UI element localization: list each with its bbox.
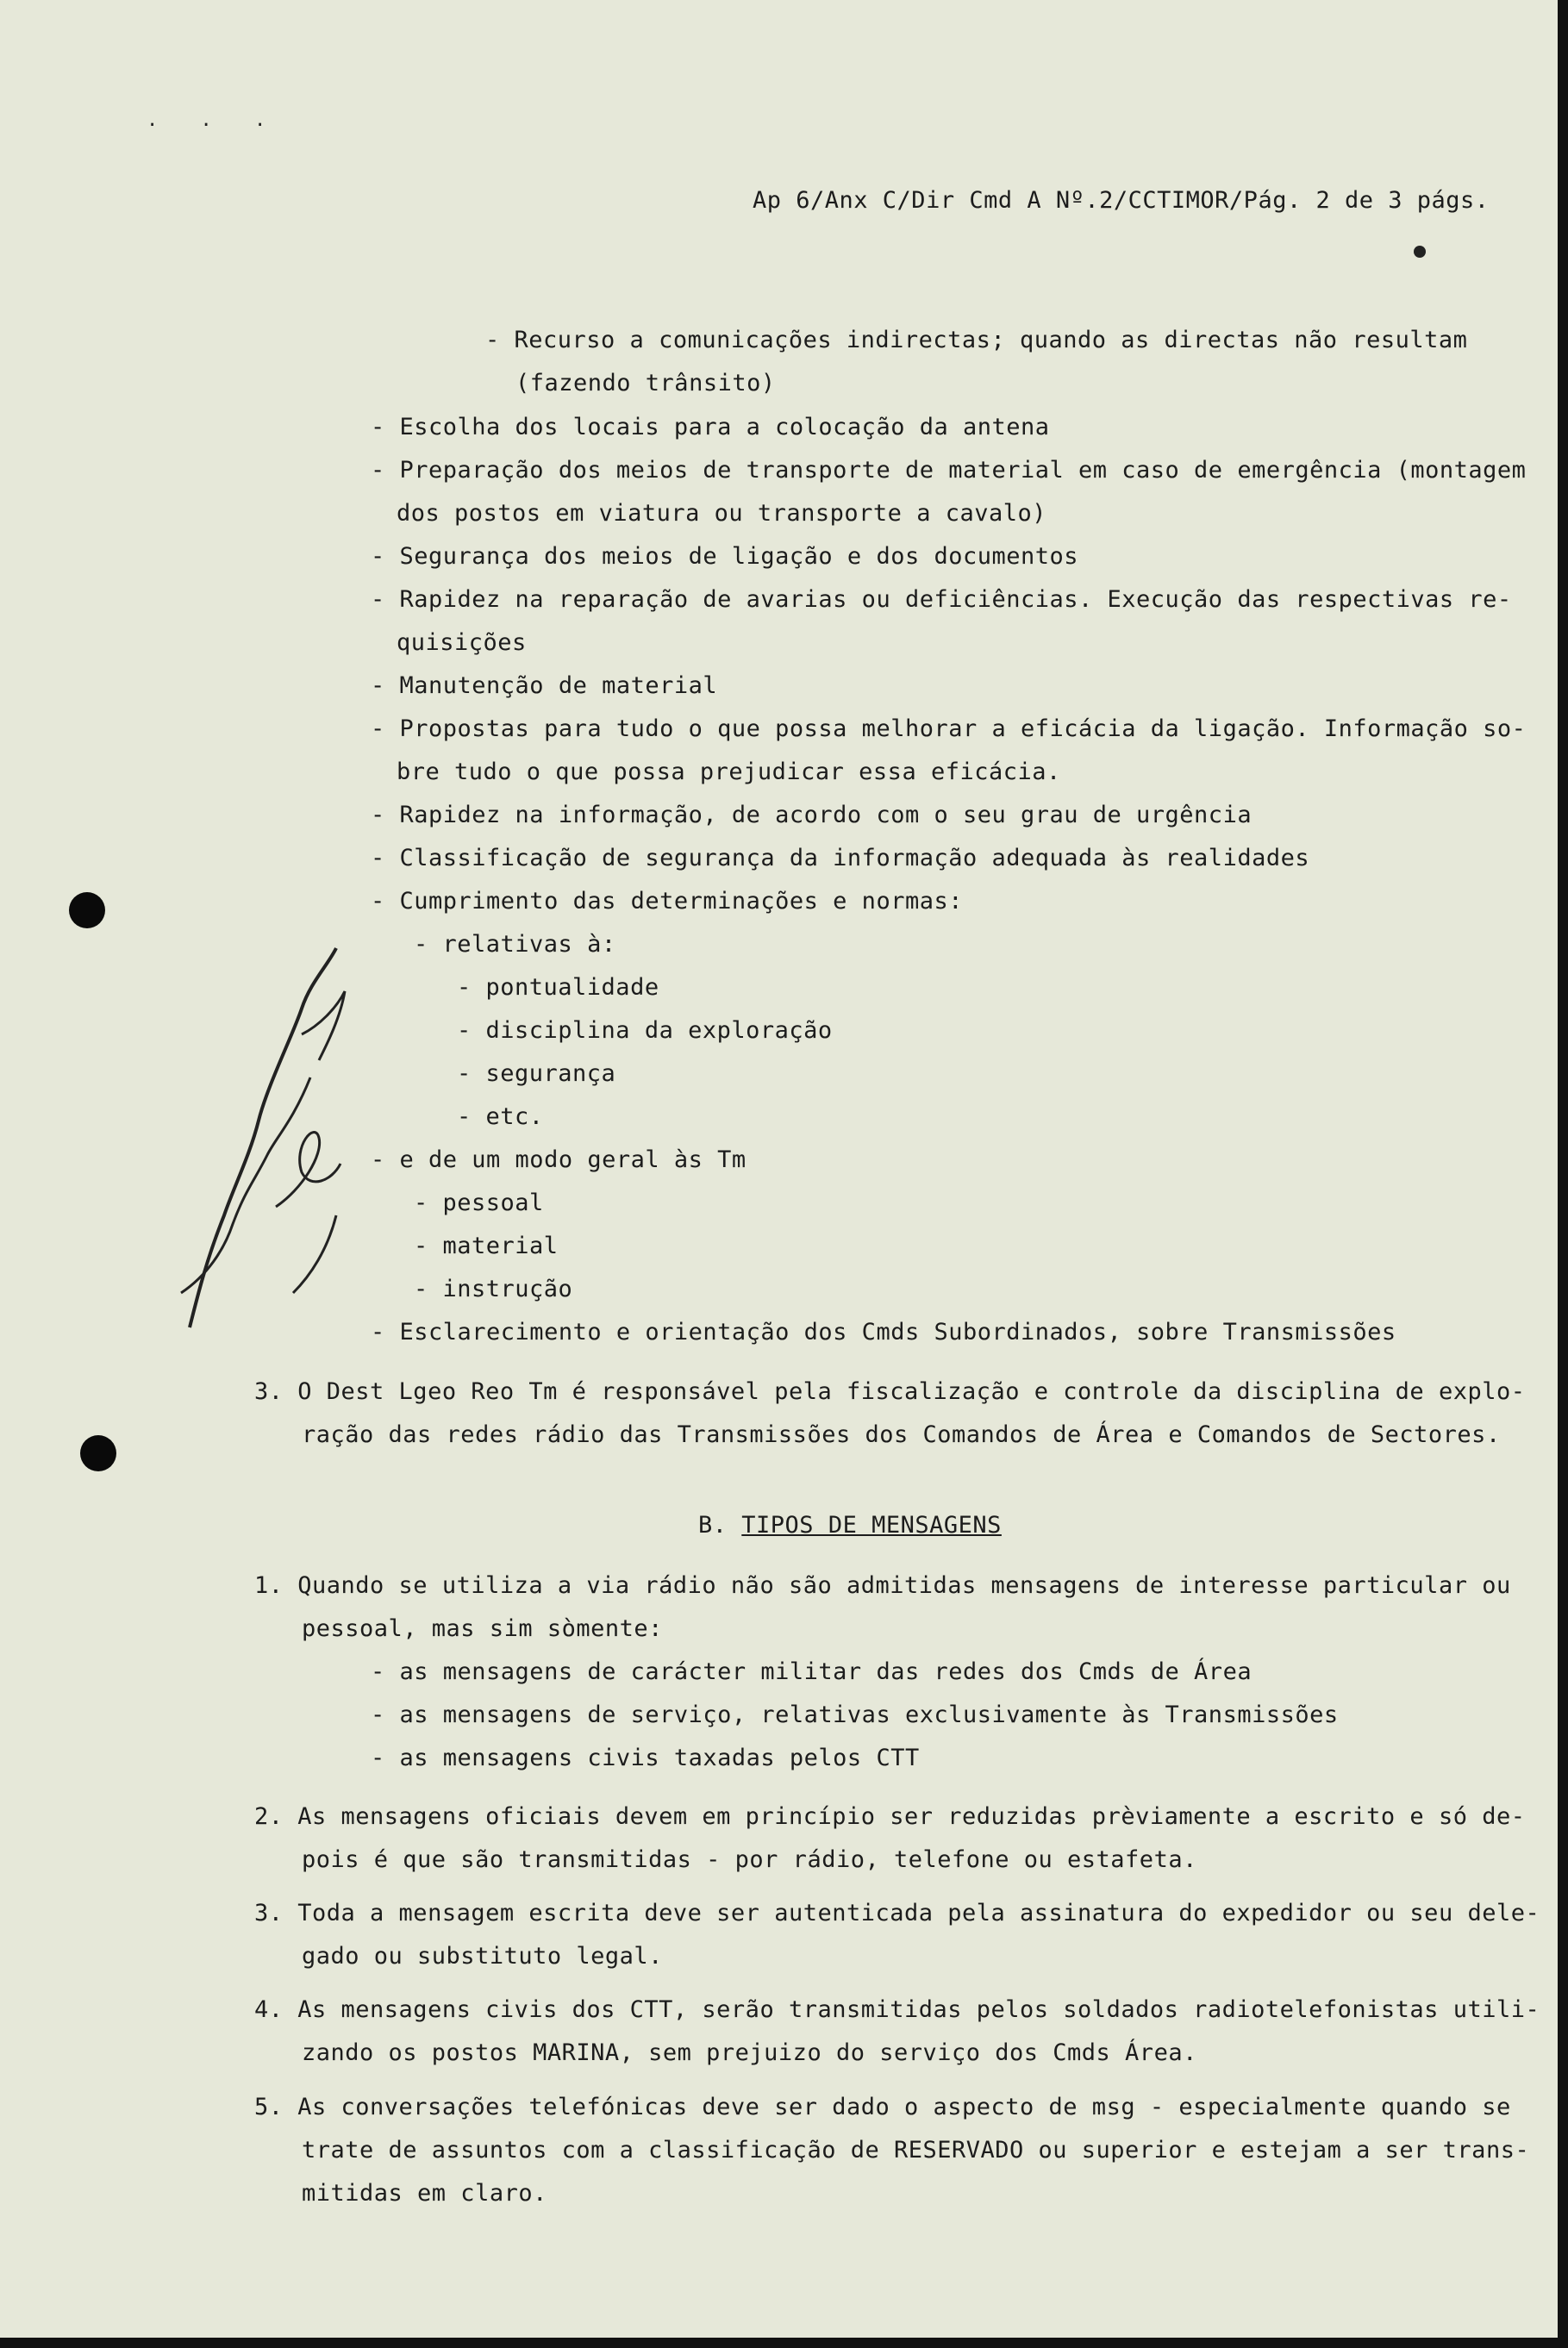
b1-line: - as mensagens civis taxadas pelos CTT xyxy=(371,1745,920,1771)
list-item: (fazendo trânsito) xyxy=(515,370,776,397)
list-item: dos postos em viatura ou transporte a cavalo) xyxy=(397,500,1046,527)
b5-line: mitidas em claro. xyxy=(302,2180,547,2207)
page-reference: Ap 6/Anx C/Dir Cmd A Nº.2/CCTIMOR/Pág. 2 de 3 págs. xyxy=(753,187,1490,214)
b1-line: 1. Quando se utiliza a via rádio não são admitidas mensagens de interesse particular ou xyxy=(254,1572,1511,1599)
list-item: - Manutenção de material xyxy=(371,672,718,699)
list-item: - material xyxy=(414,1233,559,1259)
b5-line: 5. As conversações telefónicas deve ser dado o aspecto de msg - especialmente quando se xyxy=(254,2094,1511,2120)
b4-line: zando os postos MARINA, sem prejuizo do serviço dos Cmds Área. xyxy=(302,2039,1197,2066)
binder-hole-top xyxy=(69,892,105,928)
list-item: - segurança xyxy=(457,1060,616,1087)
binder-hole-bottom xyxy=(80,1435,116,1471)
list-item: - Rapidez na informação, de acordo com o seu grau de urgência xyxy=(371,802,1253,828)
b1-line: - as mensagens de serviço, relativas exclusivamente às Transmissões xyxy=(371,1702,1339,1728)
top-marks: . . . xyxy=(147,109,282,131)
paragraph-3-line: 3. O Dest Lgeo Reo Tm é responsável pela fiscalização e controle da disciplina de explo- xyxy=(254,1378,1526,1405)
list-item: - Rapidez na reparação de avarias ou deficiências. Execução das respectivas re- xyxy=(371,586,1512,613)
list-item: - instrução xyxy=(414,1276,573,1302)
b5-line: trate de assuntos com a classificação de RESERVADO ou superior e estejam a ser trans- xyxy=(302,2137,1530,2164)
list-item: - e de um modo geral às Tm xyxy=(371,1146,747,1173)
b1-line: pessoal, mas sim sòmente: xyxy=(302,1615,663,1642)
list-item: - relativas à: xyxy=(414,931,616,958)
b3-line: gado ou substituto legal. xyxy=(302,1943,663,1970)
b4-line: 4. As mensagens civis dos CTT, serão transmitidas pelos soldados radiotelefonistas utili- xyxy=(254,1996,1540,2023)
list-item: - disciplina da exploração xyxy=(457,1017,833,1044)
list-item: - Classificação de segurança da informação adequada às realidades xyxy=(371,845,1310,871)
b3-line: 3. Toda a mensagem escrita deve ser autenticada pela assinatura do expedidor ou seu dele- xyxy=(254,1900,1540,1926)
list-item: - Esclarecimento e orientação dos Cmds Subordinados, sobre Transmissões xyxy=(371,1319,1396,1346)
list-item: - Recurso a comunicações indirectas; quando as directas não resultam xyxy=(485,327,1468,353)
b1-line: - as mensagens de carácter militar das redes dos Cmds de Área xyxy=(371,1658,1253,1685)
section-heading xyxy=(698,1504,1002,1547)
list-item: - pessoal xyxy=(414,1190,544,1216)
list-item: - pontualidade xyxy=(457,974,659,1001)
list-item: bre tudo o que possa prejudicar essa eficácia. xyxy=(397,759,1061,785)
paragraph-3-line: ração das redes rádio das Transmissões dos Comandos de Área e Comandos de Sectores. xyxy=(302,1421,1501,1448)
ink-smudge xyxy=(1414,246,1426,258)
list-item: - Cumprimento das determinações e normas: xyxy=(371,888,963,915)
b2-line: pois é que são transmitidas - por rádio, telefone ou estafeta. xyxy=(302,1846,1197,1873)
section-prefix: B. xyxy=(698,1512,742,1539)
b2-line: 2. As mensagens oficiais devem em princípio ser reduzidas prèviamente a escrito e só de- xyxy=(254,1803,1526,1830)
list-item: - Segurança dos meios de ligação e dos documentos xyxy=(371,543,1079,570)
handwritten-signature xyxy=(172,931,353,1336)
list-item: - Escolha dos locais para a colocação da antena xyxy=(371,414,1050,440)
list-item: - Preparação dos meios de transporte de material em caso de emergência (montagem xyxy=(371,457,1527,484)
list-item: - Propostas para tudo o que possa melhorar a eficácia da ligação. Informação so- xyxy=(371,715,1527,742)
section-title: TIPOS DE MENSAGENS xyxy=(741,1512,1002,1539)
list-item: - etc. xyxy=(457,1103,544,1130)
list-item: quisições xyxy=(397,629,527,656)
